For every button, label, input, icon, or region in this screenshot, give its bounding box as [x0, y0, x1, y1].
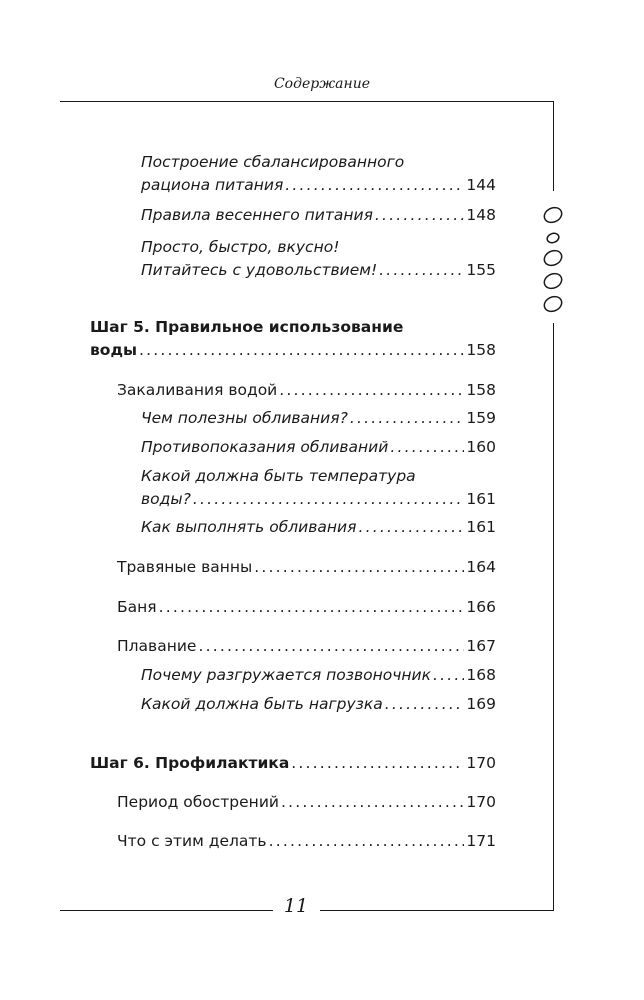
toc-page-number: 164 [466, 558, 496, 576]
toc-entry-title: рациона питания [141, 176, 284, 194]
toc-entry-contraindications[interactable] [141, 437, 496, 457]
toc-entry-title: Какой должна быть температура [141, 467, 416, 485]
toc-entry-title: Баня [117, 598, 157, 616]
toc-section-hardening[interactable] [117, 380, 496, 400]
toc-chapter-title: Шаг 6. Профилактика [90, 754, 290, 772]
leader-dots [159, 597, 465, 617]
toc-chapter-title: Шаг 5. Правильное использование [90, 318, 404, 336]
toc-chapter-title: воды [90, 341, 137, 359]
toc-chapter-step6[interactable] [90, 753, 496, 773]
leader-dots [269, 831, 465, 851]
leader-dots [254, 557, 464, 577]
toc-entry-title: Травяные ванны [117, 558, 253, 576]
toc-page-number: 158 [466, 341, 496, 359]
toc-page-number: 161 [466, 490, 496, 508]
toc-entry-title: Почему разгружается позвоночник [141, 666, 431, 684]
toc-entry-title: Правила весеннего питания [141, 206, 373, 224]
toc-entry-spine-unload[interactable] [141, 665, 496, 685]
toc-page-number: 159 [466, 409, 496, 427]
leader-dots [385, 694, 465, 714]
toc-entry-load[interactable] [141, 694, 496, 714]
toc-page-number: 148 [466, 206, 496, 224]
toc-section-swimming[interactable] [117, 636, 496, 656]
toc-page-number: 144 [466, 176, 496, 194]
leader-dots [279, 380, 464, 400]
leader-dots [291, 753, 464, 773]
toc-entry-title: Что с этим делать [117, 832, 267, 850]
leader-dots [285, 175, 464, 195]
toc-entry-how-to-douse[interactable] [141, 517, 496, 537]
toc-entry-title: Закаливания водой [117, 381, 278, 399]
toc-section-what-to-do[interactable] [117, 831, 496, 851]
page-number: 11 [283, 895, 309, 917]
toc-page-number: 160 [466, 438, 496, 456]
toc-entry-title: Плавание [117, 637, 197, 655]
toc-entry-title: Как выполнять обливания [141, 518, 357, 536]
leader-dots [350, 408, 465, 428]
leader-dots [358, 517, 464, 537]
toc-page-number: 170 [466, 793, 496, 811]
leader-dots [390, 437, 464, 457]
running-header: Содержание [273, 76, 371, 92]
toc-page-number: 171 [466, 832, 496, 850]
toc-page-number: 166 [466, 598, 496, 616]
toc-section-bath[interactable] [117, 597, 496, 617]
leader-dots [193, 489, 465, 509]
leader-dots [198, 636, 464, 656]
toc-page-number: 169 [466, 695, 496, 713]
toc-page-number: 170 [466, 754, 496, 772]
toc-entry-eat-with-pleasure[interactable] [141, 260, 496, 280]
toc-entry-spring-nutrition[interactable] [141, 205, 496, 225]
toc-entry-title: Период обострений [117, 793, 279, 811]
toc-entry-title: воды? [141, 490, 191, 508]
toc-entry-title: Просто, быстро, вкусно! [141, 238, 340, 256]
toc-chapter-step5[interactable] [90, 340, 496, 360]
toc-entry-title: Построение сбалансированного [141, 153, 405, 171]
toc-section-exacerbation[interactable] [117, 792, 496, 812]
toc-page-number: 158 [466, 381, 496, 399]
toc-page-number: 161 [466, 518, 496, 536]
leader-dots [379, 260, 464, 280]
toc-entry-balanced-diet[interactable] [141, 175, 496, 195]
toc-entry-title: Какой должна быть нагрузка [141, 695, 383, 713]
leader-dots [281, 792, 464, 812]
leader-dots [139, 340, 464, 360]
toc-entry-dousing-benefit[interactable] [141, 408, 496, 428]
leader-dots [375, 205, 465, 225]
toc-section-herbal-baths[interactable] [117, 557, 496, 577]
toc-entry-water-temperature[interactable] [141, 489, 496, 509]
toc-entry-title: Противопоказания обливаний [141, 438, 389, 456]
toc-page-number: 167 [466, 637, 496, 655]
toc-page-number: 155 [466, 261, 496, 279]
toc-entry-title: Чем полезны обливания? [141, 409, 348, 427]
leader-dots [433, 665, 464, 685]
toc-page-number: 168 [466, 666, 496, 684]
toc-entry-title: Питайтесь с удовольствием! [141, 261, 378, 279]
